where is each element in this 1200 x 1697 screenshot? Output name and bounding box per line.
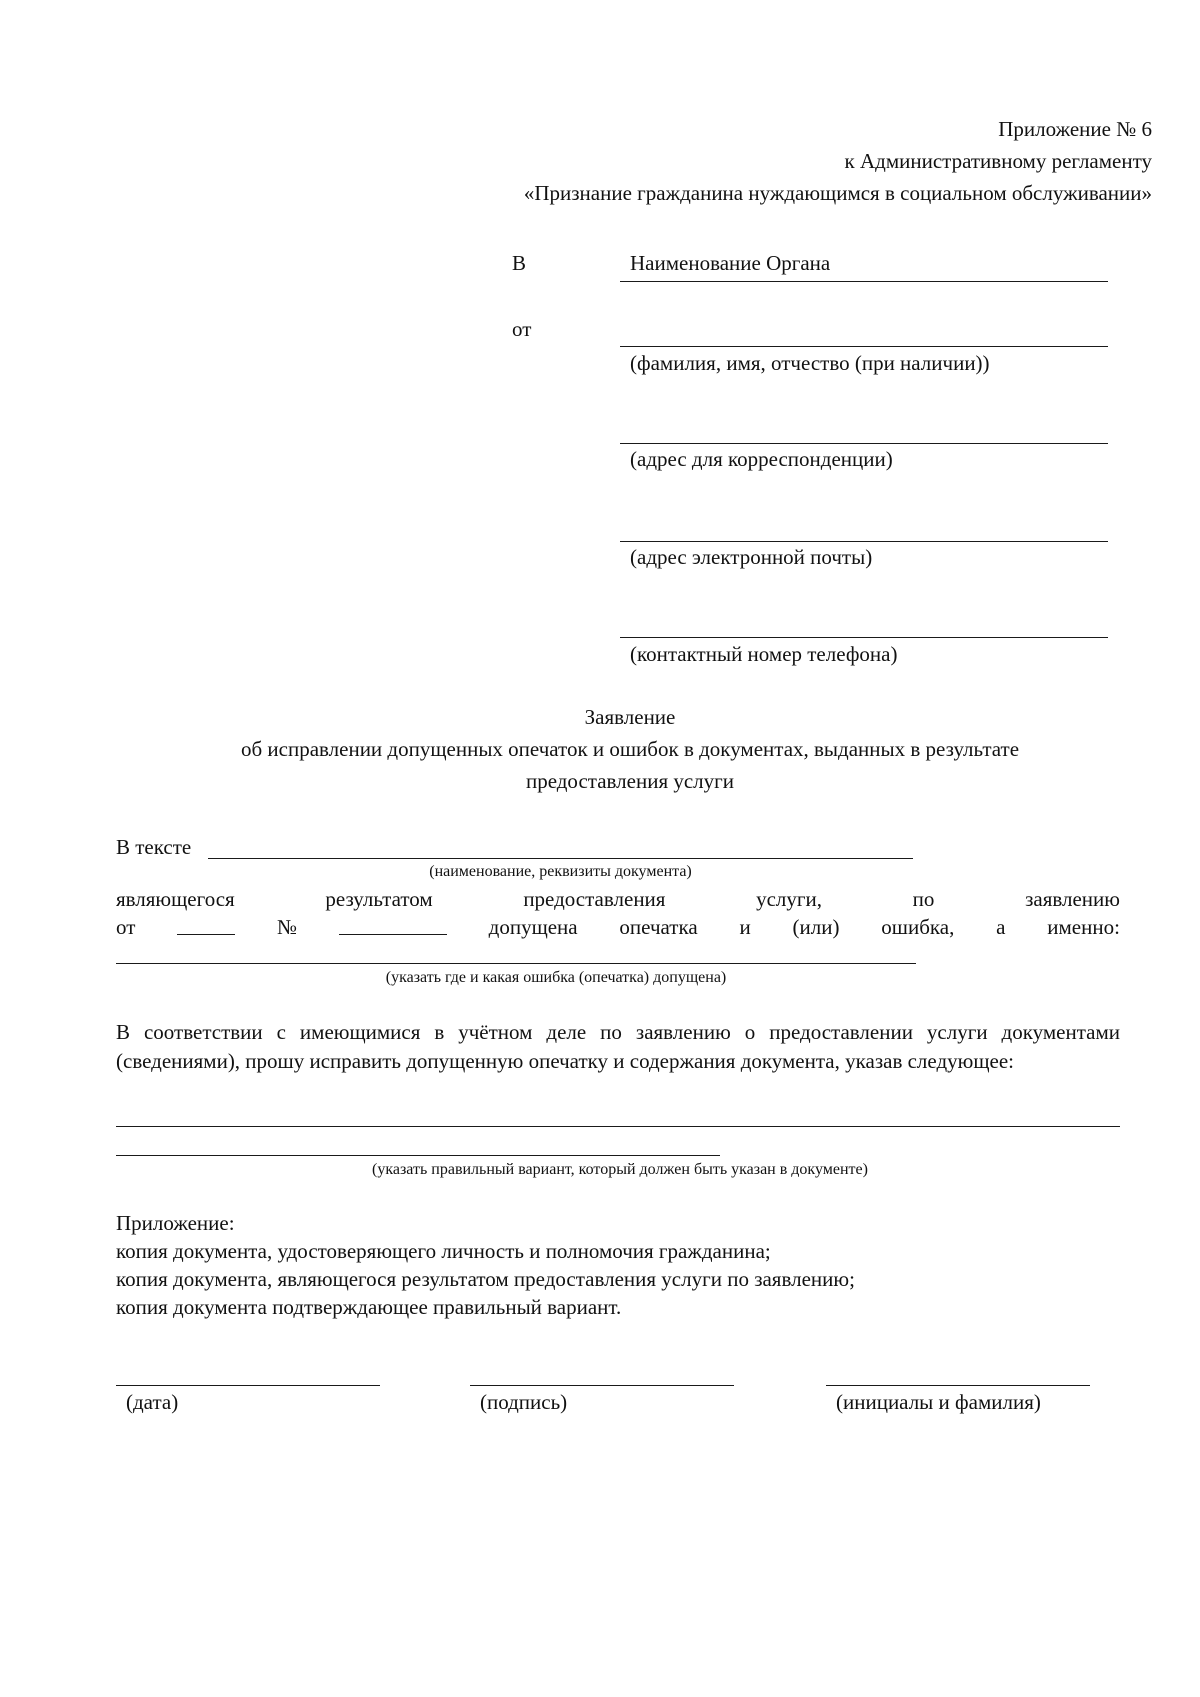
date-hint: (дата) (126, 1390, 179, 1414)
email-line (620, 541, 1108, 542)
service-name: «Признание гражданина нуждающимся в социальном обслуживании» (523, 181, 1152, 205)
phone-hint: (контактный номер телефона) (630, 642, 898, 666)
address-hint: (адрес для корреспонденции) (630, 447, 893, 471)
word: (или) (792, 915, 840, 939)
organ-name: Наименование Органа (630, 251, 831, 275)
fio-hint: (фамилия, имя, отчество (при наличии)) (630, 351, 990, 375)
attachment-item: копия документа подтверждающее правильный вариант. (116, 1295, 622, 1319)
attachment-item: копия документа, удостоверяющего личность и полномочия гражданина; (116, 1239, 771, 1263)
word: опечатка (619, 915, 698, 939)
signature-line (470, 1385, 734, 1386)
word: допущена (488, 915, 578, 939)
error-description-line (116, 963, 916, 964)
attachment-item: копия документа, являющегося результатом предоставления услуги по заявлению; (116, 1267, 855, 1291)
fio-line (620, 346, 1108, 347)
signature-hint: (подпись) (480, 1390, 568, 1414)
word: результатом (325, 887, 433, 911)
application-number-blank (339, 914, 447, 935)
word: являющегося (116, 887, 235, 911)
word: а (996, 915, 1006, 939)
word: по (912, 887, 935, 911)
word: услуги, (756, 887, 823, 911)
address-line (620, 443, 1108, 444)
document-name-hint: (наименование, реквизиты документа) (429, 863, 692, 880)
regulation-reference: к Административному регламенту (844, 149, 1152, 173)
appendix-number: Приложение № 6 (998, 117, 1152, 141)
correct-variant-line-1 (116, 1126, 1120, 1127)
document-subtitle-line2: предоставления услуги (525, 769, 735, 793)
word: именно: (1047, 915, 1120, 939)
error-description-hint: (указать где и какая ошибка (опечатка) допущена) (385, 969, 727, 986)
word: ошибка, (881, 915, 955, 939)
email-hint: (адрес электронной почты) (630, 545, 873, 569)
document-subtitle-line1: об исправлении допущенных опечаток и ошибок в документах, выданных в результате (240, 737, 1020, 761)
name-line (826, 1385, 1090, 1386)
result-of-service-row (116, 886, 1120, 912)
document-name-line (208, 858, 913, 859)
phone-line (620, 637, 1108, 638)
from-label: от (512, 317, 532, 341)
application-date-blank (177, 914, 235, 935)
to-label: В (512, 251, 527, 275)
request-paragraph: В соответствии с имеющимися в учётном деле по заявлению о предоставлении услуги документами (сведениями), прошу исправить допущенную опечатку и содержания документа, указав следующее: (116, 1020, 1120, 1073)
number-sign: № (277, 915, 298, 939)
name-hint: (инициалы и фамилия) (836, 1390, 1041, 1414)
attachments-title: Приложение: (116, 1211, 235, 1235)
from-date-label: от (116, 915, 136, 939)
correct-variant-line-2 (116, 1155, 720, 1156)
in-text-label: В тексте (116, 835, 192, 859)
document-title: Заявление (584, 705, 676, 729)
date-line (116, 1385, 380, 1386)
organ-name-line (620, 281, 1108, 282)
word: предоставления (523, 887, 666, 911)
error-found-row (116, 914, 1120, 940)
correct-variant-hint: (указать правильный вариант, который должен быть указан в документе) (372, 1161, 868, 1178)
word: заявлению (1025, 887, 1120, 911)
word: и (739, 915, 751, 939)
